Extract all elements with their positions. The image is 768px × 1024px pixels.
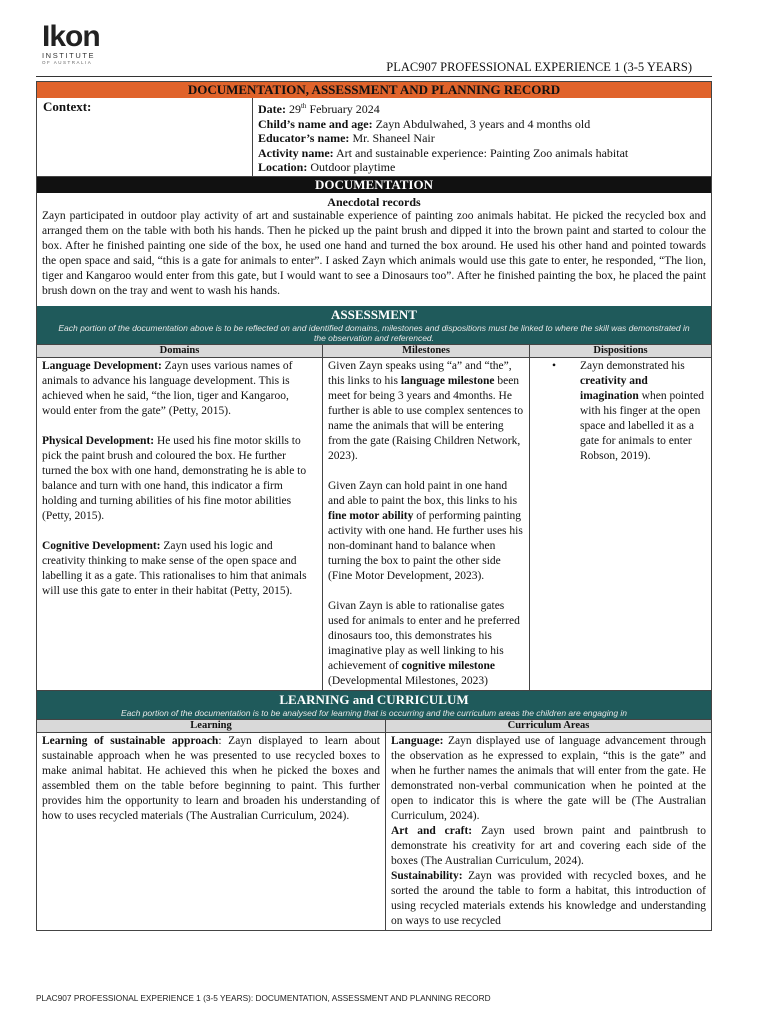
- bullet-icon: •: [552, 359, 557, 372]
- educator-row: Educator’s name: Mr. Shaneel Nair: [258, 131, 435, 146]
- date-row: Date: 29th February 2024: [258, 102, 380, 116]
- cognitive-domain: Cognitive Development: Zayn used his logic and creativity thinking to make sense of the open space and labelling it as a gate. This rationalises to him that animals will use this gate to enter in their habitat (Petty, 2015).: [42, 539, 307, 597]
- context-label: Context:: [37, 98, 253, 176]
- col-curriculum: Curriculum Areas: [507, 719, 590, 731]
- col-milestones: Milestones: [323, 345, 530, 357]
- record-title: DOCUMENTATION, ASSESSMENT AND PLANNING RECORD: [37, 82, 711, 98]
- record-table: [36, 81, 712, 931]
- col-domains: Domains: [37, 345, 323, 357]
- page-footer: PLAC907 PROFESSIONAL EXPERIENCE 1 (3-5 YEARS): DOCUMENTATION, ASSESSMENT AND PLANNING RECORD: [36, 993, 491, 1003]
- learning-cell: Learning of sustainable approach: Zayn displayed to learn about sustainable approach when he was presented to use recycled boxes to make animal habitat. He achieved this when he picked the boxes and assembled them on the table before beginning to paint. This further provides him the opportunity to learn and broaden his understanding of how to uses recycled materials (The Australian Curriculum, 2024).: [37, 733, 386, 930]
- learning-note: Each portion of the documentation is to be analysed for learning that is occurring and the curriculum areas the children are engaging in: [120, 707, 628, 718]
- milestones-cell: [323, 358, 530, 690]
- cognitive-milestone: Givan Zayn is able to rationalise gates used for animals to enter and he preferred dinosaurs too, this demonstrates his imaginative play as well linking to his achievement of cognitive milestone (Developmental Milestones, 2023): [328, 599, 520, 687]
- assessment-title: ASSESSMENT: [331, 306, 417, 322]
- anecdotal-heading: Anecdotal records: [327, 194, 421, 209]
- assessment-heading: [37, 306, 711, 344]
- header-divider: [36, 76, 712, 77]
- context-section: [37, 98, 711, 177]
- fine-motor-milestone: Given Zayn can hold paint in one hand and able to paint the box, this links to his fine motor ability of performing painting activity with one hand. He further uses his non-dominant hand to balance when turning the box to paint the other side (Fine Motor Development, 2023).: [328, 479, 523, 582]
- curriculum-language: Language: Zayn displayed use of language advancement through the observation as he expressed to explain, “this is the gate” and when he further names the animals that will enter from the gate. He demonstrated non-verbal communication when he pointed at the open to indicator this is where the gate will be (The Australian Curriculum, 2024).: [391, 734, 706, 822]
- logo-wordmark: Ikon: [42, 20, 100, 53]
- documentation-heading: DOCUMENTATION: [37, 177, 711, 193]
- language-milestone: Given Zayn speaks using “a” and “the”, this links to his language milestone been meet for being 3 years and 4months. He further is able to use complex sentences to name the animals that will be entering from the gate (Raising Children Network, 2023).: [328, 359, 524, 462]
- col-learning: Learning: [37, 720, 386, 732]
- learning-heading: [37, 690, 711, 719]
- curriculum-sustainability: Sustainability: Zayn was provided with recycled boxes, and he sorted the around the table to form a habitat, this introduction of using recycled materials extends his knowledge and understanding on ways to use recycled: [391, 869, 706, 927]
- domains-cell: [37, 358, 323, 690]
- logo-subtitle-small: OF AUSTRALIA: [42, 60, 93, 65]
- logo-subtitle: INSTITUTE: [42, 51, 96, 60]
- dispositions-cell: [530, 358, 711, 690]
- anecdotal-text: Zayn participated in outdoor play activity of art and sustainable experience of painting zoo animals habitat. He picked the recycled box and arranged them on the table with both his hands. Then he picked up the paint brush and dipped it into the brown paint and started to colour the box. After he finished painting one side of the box, he used one hand and turned the box around. He used his other hand and pointed towards the open space and said, “this is a gate for animals to enter”. I asked Zayn which animals would use this gate to enter, he responded, “The lion, tiger and Kangaroo would enter from this gate, but I would want to see a Dinosaurs too”. After he finished painting the box, he placed the paint brush down on the tray and went to wash his hands.: [42, 209, 706, 297]
- learning-column-headers: [37, 719, 711, 733]
- page-header-title: PLAC907 PROFESSIONAL EXPERIENCE 1 (3-5 YEARS): [386, 60, 692, 74]
- assessment-column-headers: [37, 344, 711, 358]
- language-domain: Language Development: Zayn uses various names of animals to advance his language development. This is achieved when he said, “the lion, tiger and Kangaroo, would enter from the gate” (Petty, 2015).: [42, 359, 293, 417]
- logo: [42, 20, 112, 65]
- assessment-row: [37, 358, 711, 690]
- location-row: Location: Outdoor playtime: [258, 160, 396, 175]
- physical-domain: Physical Development: He used his fine motor skills to pick the paint brush and coloured the box. He further turned the box with one hand, demonstrating he is able to balance and turn with one hand, this indicator a firm holding and turning abilities of his fine motor abilities (Petty, 2015).: [42, 434, 307, 522]
- disposition-text: Zayn demonstrated his creativity and imagination when pointed with his finger at the open space and labelled it as a gate for animals to enter Robson, 2019).: [580, 359, 704, 462]
- col-dispositions: Dispositions: [593, 344, 648, 356]
- assessment-note: Each portion of the documentation above is to be reflected on and identified domains, milestones and dispositions must be linked to where the skill was demonstrated in the observation and referenced.: [58, 322, 690, 343]
- context-details: [253, 98, 711, 176]
- child-row: Child’s name and age: Zayn Abdulwahed, 3 years and 4 months old: [258, 116, 591, 131]
- learning-row: [37, 733, 711, 930]
- learning-title: LEARNING and CURRICULUM: [279, 691, 469, 707]
- curriculum-cell: [386, 733, 711, 930]
- curriculum-art: Art and craft: Zayn used brown paint and paintbrush to demonstrate his creativity for art and covering each side of the boxes (The Australian Curriculum, 2024).: [391, 824, 706, 867]
- activity-row: Activity name: Art and sustainable experience: Painting Zoo animals habitat: [258, 145, 629, 160]
